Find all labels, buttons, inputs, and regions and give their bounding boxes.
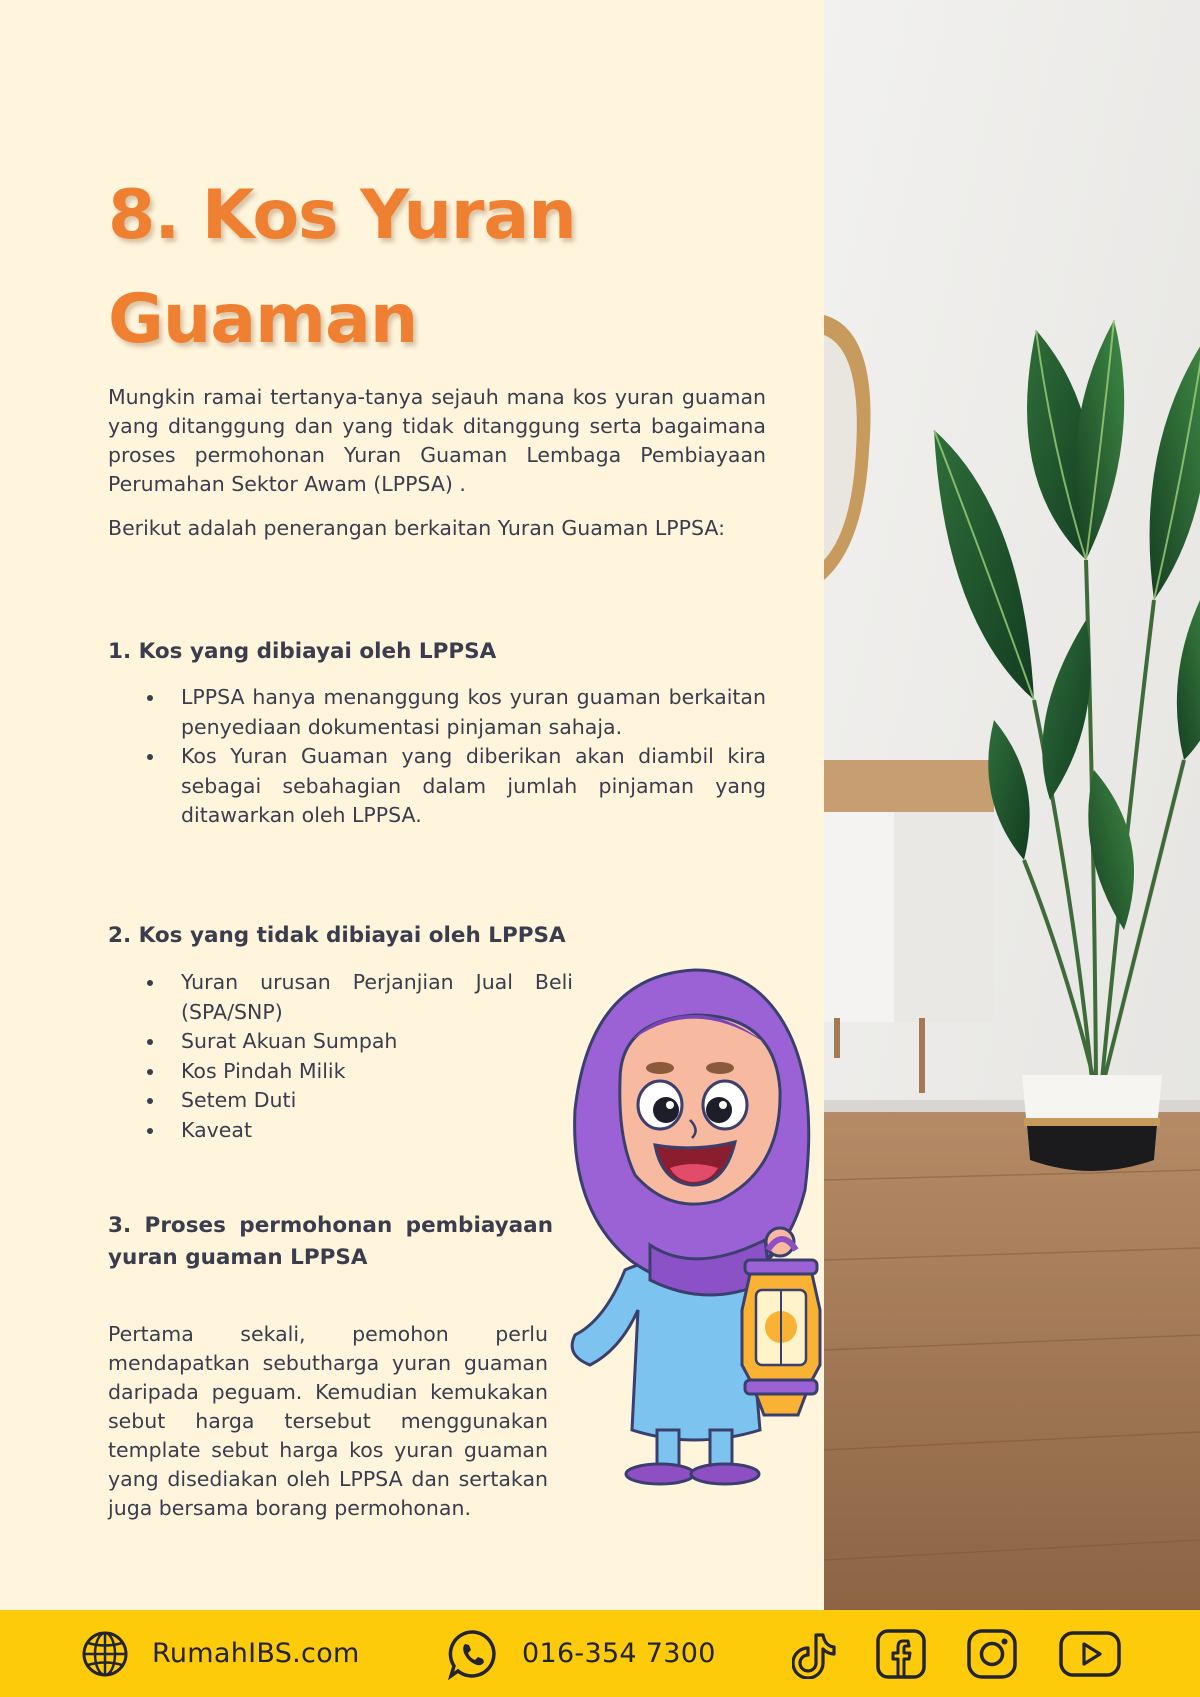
globe-icon xyxy=(80,1629,130,1679)
instagram-icon xyxy=(966,1628,1018,1680)
phone-link[interactable] xyxy=(446,1610,716,1697)
list-item: LPPSA hanya menanggung kos yuran guaman berkaitan penyediaan dokumentasi pinjaman sahaja. xyxy=(108,683,766,742)
room-photo-illustration xyxy=(824,0,1200,1610)
tiktok-link[interactable] xyxy=(792,1610,840,1697)
youtube-link[interactable] xyxy=(1058,1610,1122,1697)
list-item: Kos Pindah Milik xyxy=(108,1057,573,1087)
list-item: Surat Akuan Sumpah xyxy=(108,1027,573,1057)
facebook-icon xyxy=(875,1628,927,1680)
instagram-link[interactable] xyxy=(966,1610,1018,1697)
youtube-icon xyxy=(1058,1629,1122,1679)
whatsapp-icon xyxy=(446,1627,500,1681)
section-3-heading: 3. Proses permohonan pembiayaan yuran guaman LPPSA xyxy=(108,1213,553,1270)
facebook-link[interactable] xyxy=(875,1610,927,1697)
website-text: RumahIBS.com xyxy=(152,1638,360,1669)
phone-text: 016-354 7300 xyxy=(522,1638,716,1669)
section-3-body: Pertama sekali, pemohon perlu mendapatkan sebutharga yuran guaman daripada peguam. Kemudian kemukakan sebut harga tersebut menggunakan template sebut harga kos yuran guaman yang disediakan oleh LPPSA dan sertakan juga bersama borang permohonan. xyxy=(108,1322,548,1520)
list-item: Kos Yuran Guaman yang diberikan akan diambil kira sebagai sebahagian dalam jumlah pinjaman yang ditawarkan oleh LPPSA. xyxy=(108,742,766,831)
footer-bar xyxy=(0,1610,1200,1697)
section-1-list xyxy=(108,683,766,831)
page-title: 8. Kos Yuran Guaman xyxy=(108,175,576,359)
list-item: Kaveat xyxy=(108,1116,573,1146)
list-item: Setem Duti xyxy=(108,1086,573,1116)
list-item: Yuran urusan Perjanjian Jual Beli (SPA/SNP) xyxy=(108,968,573,1027)
hijab-girl-lantern-illustration xyxy=(520,960,870,1520)
room-photo xyxy=(824,0,1200,1610)
section-2-heading: 2. Kos yang tidak dibiayai oleh LPPSA xyxy=(108,923,566,948)
website-link[interactable] xyxy=(80,1610,360,1697)
intro-paragraph-2: Berikut adalah penerangan berkaitan Yuran Guaman LPPSA: xyxy=(108,516,725,540)
section-1-heading: 1. Kos yang dibiayai oleh LPPSA xyxy=(108,639,497,664)
intro-paragraph: Mungkin ramai tertanya-tanya sejauh mana kos yuran guaman yang ditanggung dan yang tidak ditanggung serta bagaimana proses permohonan Yuran Guaman Lembaga Pembiayaan Perumahan Sektor Awam (LPPSA) . xyxy=(108,385,766,496)
tiktok-icon xyxy=(792,1629,840,1679)
section-2-list xyxy=(108,968,573,1145)
